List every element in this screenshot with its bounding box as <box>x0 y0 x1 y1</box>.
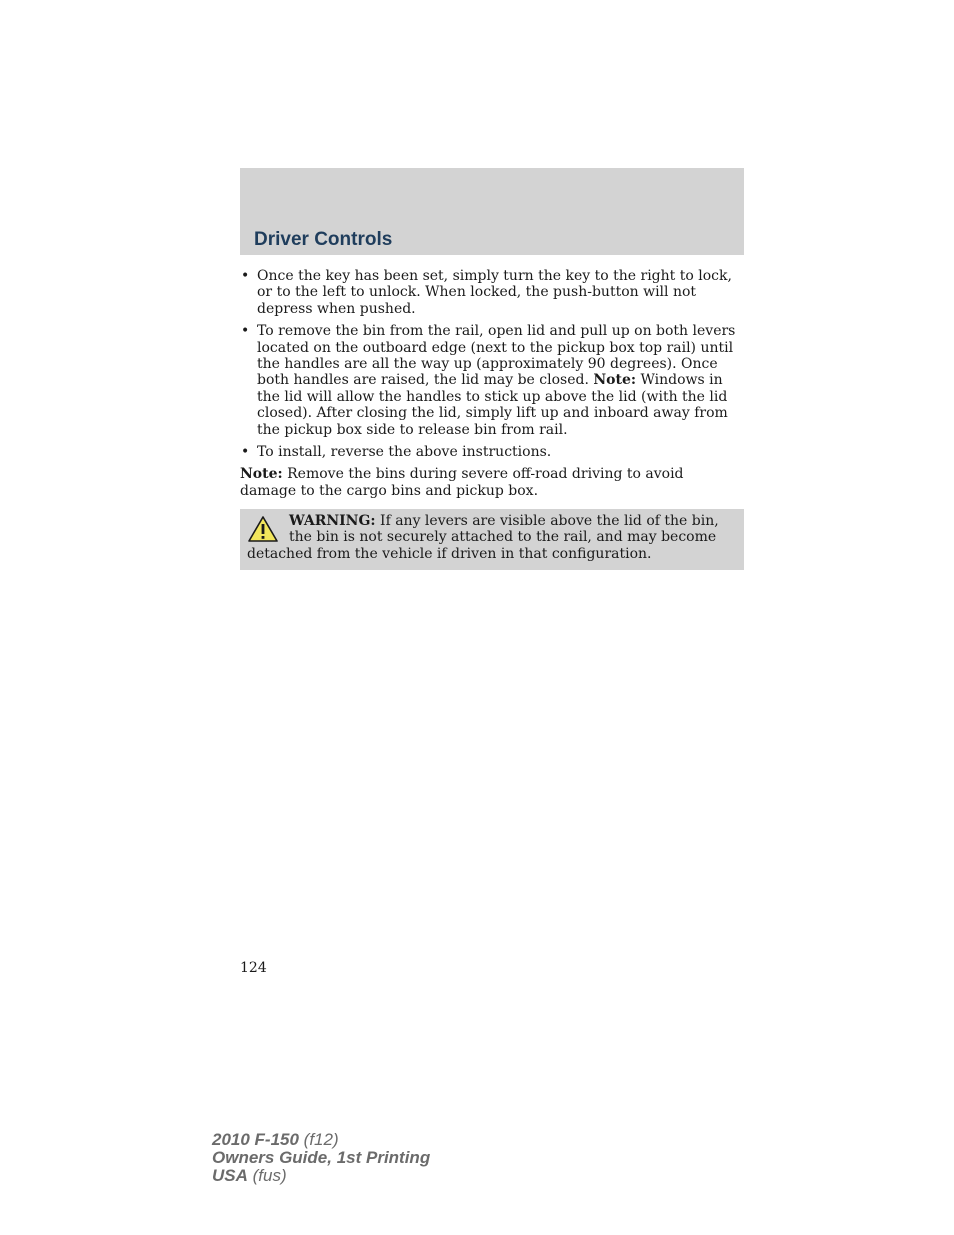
footer-line-guide: Owners Guide, 1st Printing <box>212 1148 431 1167</box>
list-item-text: To remove the bin from the rail, open lid and pull up on both levers located on the outboard edge (next to the pickup box top rail) until the handles are all the way up (approximately 90 degrees). Once both handles are raised, the lid may be closed. <box>257 323 736 389</box>
footer-line-region: USA (fus) <box>212 1166 287 1185</box>
footer <box>212 1131 430 1185</box>
list-item-text: Windows in the lid will allow the handles to stick up above the lid (with the lid closed). After closing the lid, simply lift up and inboard away from the pickup box side to release bin from rail. <box>257 372 728 438</box>
instruction-list <box>240 268 744 460</box>
bullet-icon: • <box>241 323 250 340</box>
warning-box <box>240 509 744 570</box>
warning-text: If any levers are visible above the lid of the bin, the bin is not securely attached to the rail, and may become detached from the vehicle if driven in that configuration. <box>247 513 719 562</box>
note-paragraph <box>240 466 744 499</box>
note-text: Remove the bins during severe off-road driving to avoid damage to the cargo bins and pickup box. <box>240 466 684 499</box>
footer-line-model: 2010 F-150 (f12) <box>212 1130 339 1149</box>
warning-triangle-icon <box>247 515 279 543</box>
section-title: Driver Controls <box>254 229 393 250</box>
list-item <box>240 323 744 438</box>
bullet-icon: • <box>241 268 250 284</box>
warning-label: WARNING: <box>289 513 376 529</box>
page-number: 124 <box>240 960 267 976</box>
main-content <box>240 268 744 499</box>
list-item-text: To install, reverse the above instructions. <box>257 444 552 461</box>
bullet-icon: • <box>241 444 250 461</box>
list-item <box>240 268 744 317</box>
note-label: Note: <box>593 372 637 389</box>
list-item <box>240 444 744 460</box>
note-label: Note: <box>240 466 283 483</box>
section-header-band <box>240 168 744 255</box>
list-item-text: Once the key has been set, simply turn the key to the right to lock, or to the left to unlock. When locked, the push-button will not depress when pushed. <box>257 268 732 317</box>
